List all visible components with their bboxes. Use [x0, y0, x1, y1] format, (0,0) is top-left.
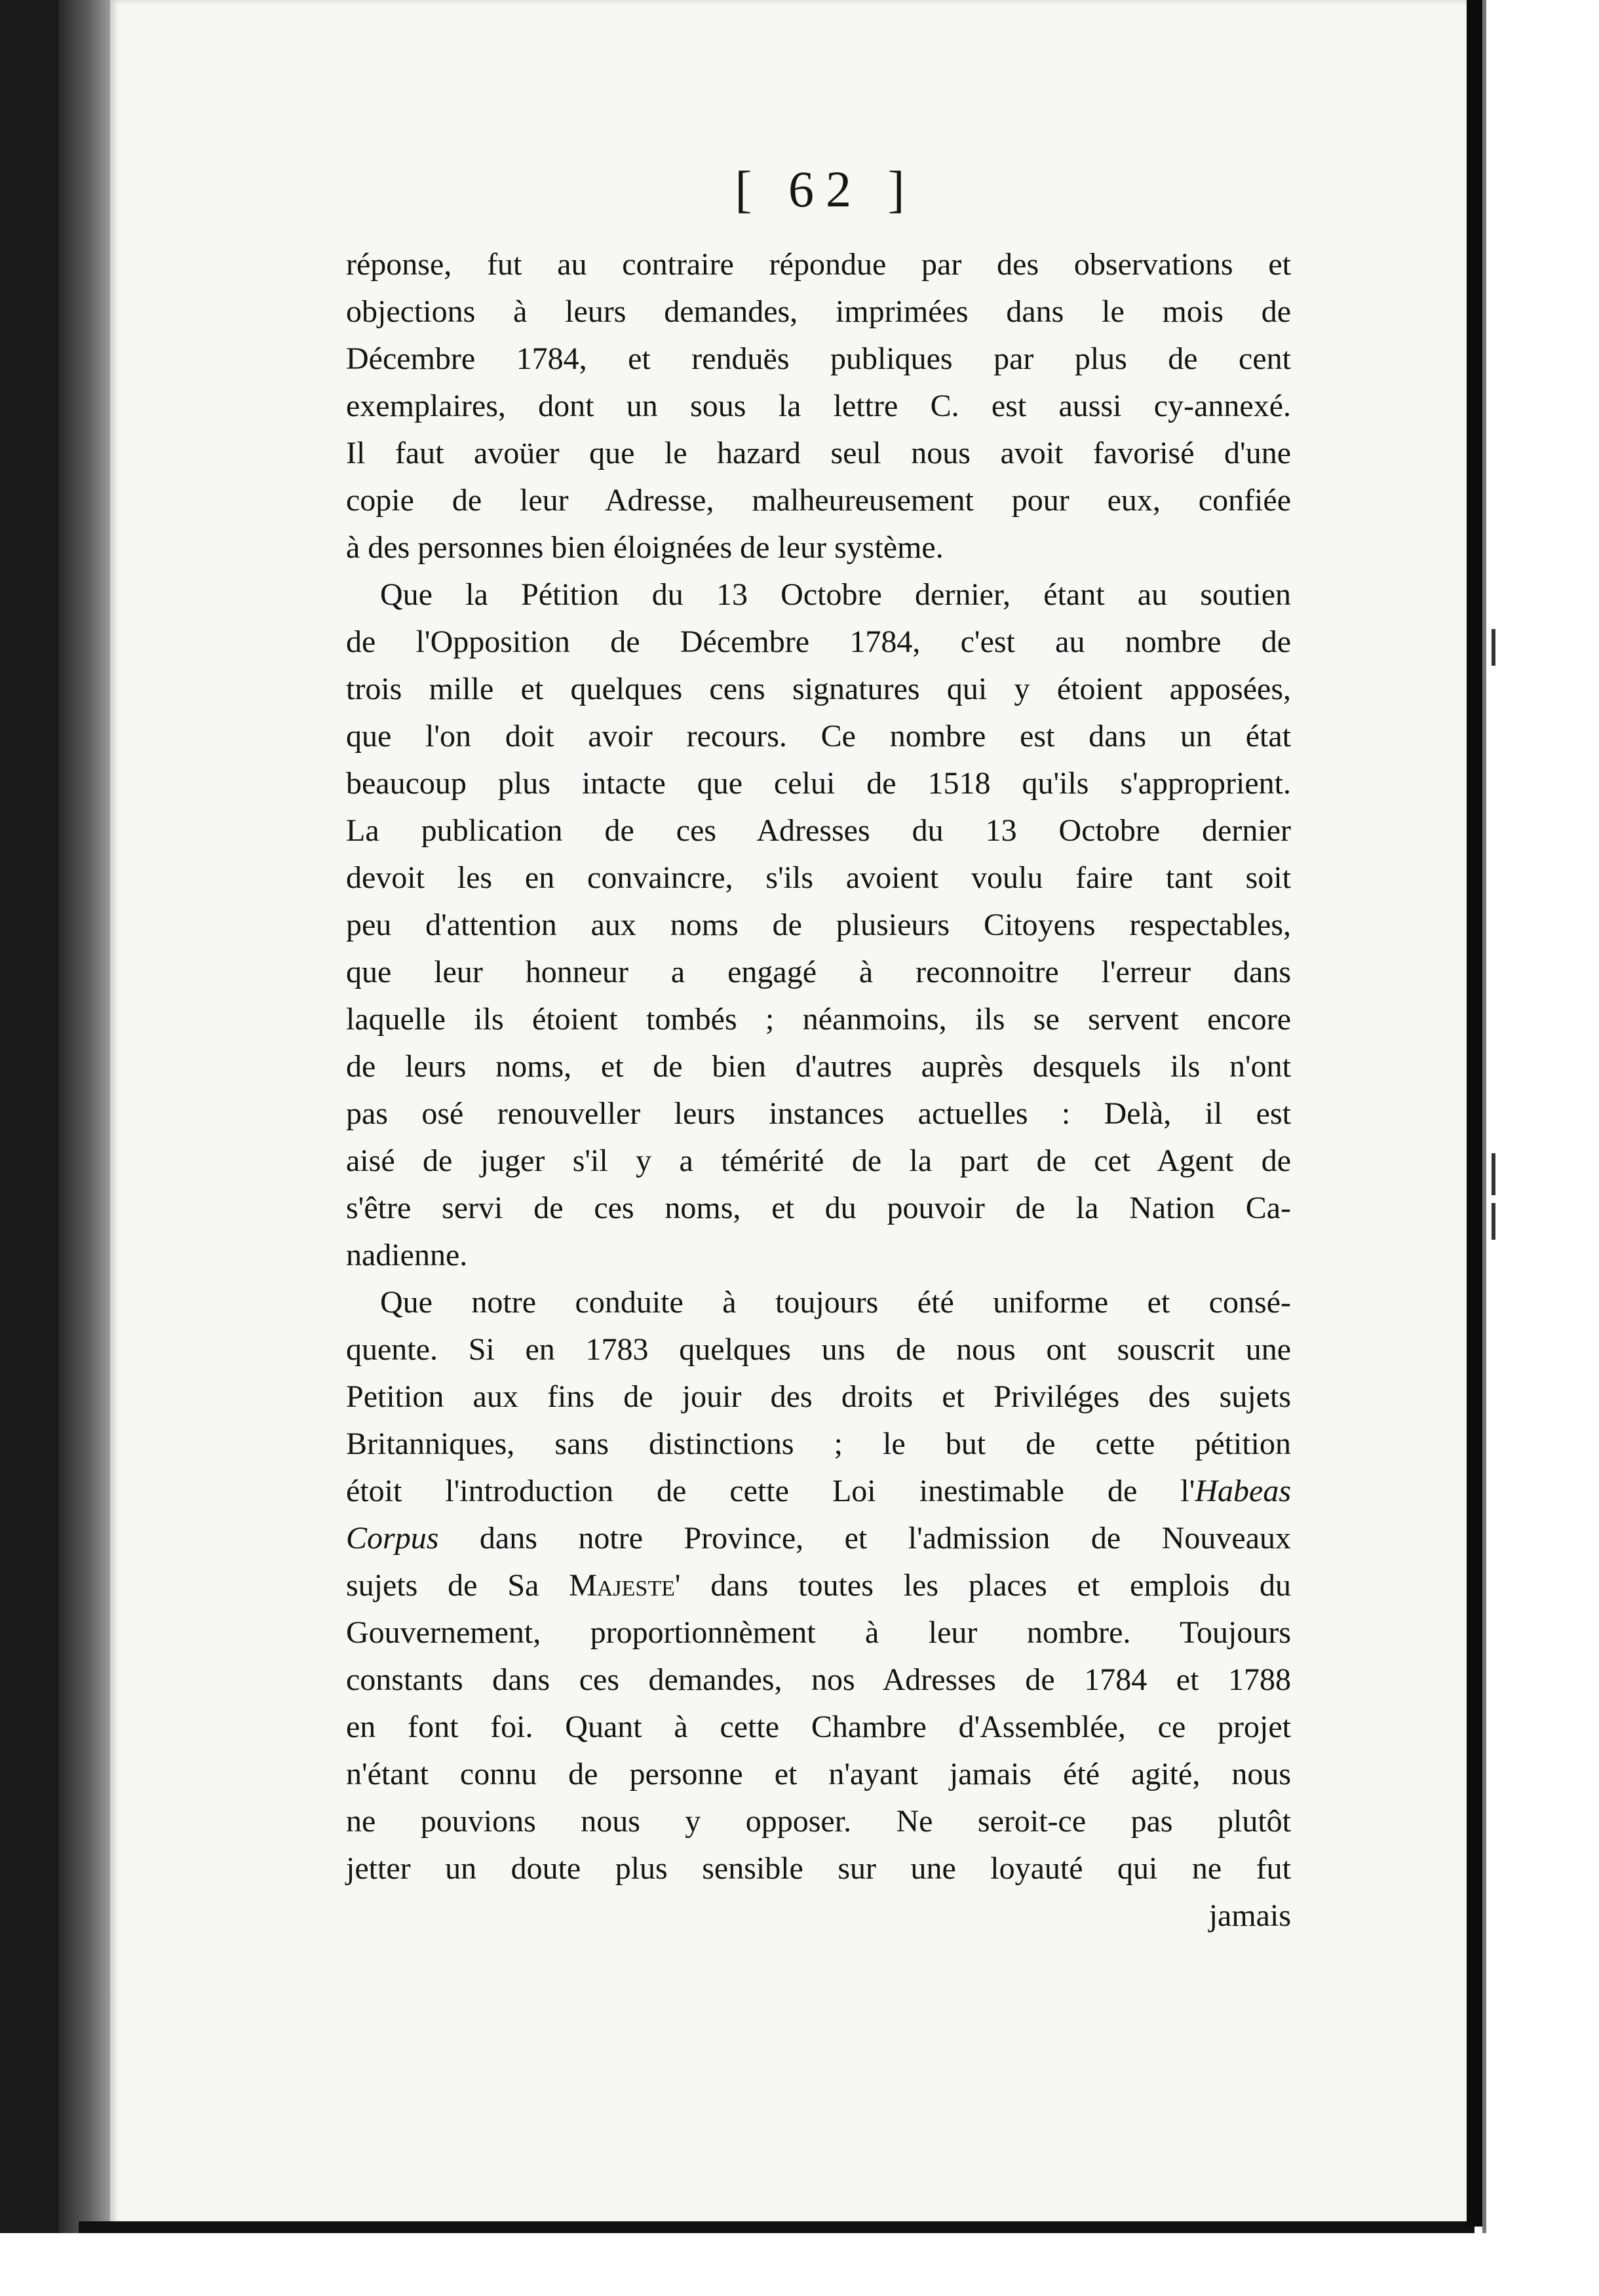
text-line: [346, 1562, 1291, 1609]
text-line: s'être servi de ces noms, et du pouvoir de la Nation Ca-: [346, 1191, 1291, 1225]
next-page-mark: [1492, 1203, 1495, 1240]
next-page-edge: [1482, 0, 1599, 2296]
body-text: [346, 241, 1291, 1940]
text-segment: dans toutes les places et emplois du: [680, 1568, 1292, 1603]
scan-bottom-margin: [0, 2233, 1599, 2296]
text-line: devoit les en convaincre, s'ils avoient voulu faire tant soit: [346, 860, 1291, 895]
text-segment: étoit l'introduction de cette Loi inestimable de l': [346, 1474, 1195, 1508]
page-bottom-edge: [79, 2221, 1474, 2233]
text-line: laquelle ils étoient tombés ; néanmoins, ils se servent encore: [346, 1002, 1291, 1037]
text-line: que leur honneur a engagé à reconnoitre l'erreur dans: [346, 955, 1291, 989]
paragraph: [346, 1279, 1291, 1892]
italic-word: Corpus: [346, 1521, 439, 1556]
text-line: Petition aux fins de jouir des droits et Priviléges des sujets: [346, 1379, 1291, 1414]
text-line: ne pouvions nous y opposer. Ne seroit-ce pas plutôt: [346, 1804, 1291, 1839]
text-segment: sujets de Sa: [346, 1568, 569, 1603]
text-line: trois mille et quelques cens signatures qui y étoient apposées,: [346, 672, 1291, 706]
paragraph: [346, 571, 1291, 1279]
text-line: beaucoup plus intacte que celui de 1518 qu'ils s'approprient.: [346, 766, 1291, 801]
text-line: peu d'attention aux noms de plusieurs Citoyens respectables,: [346, 908, 1291, 942]
text-line: Il faut avoüer que le hazard seul nous avoit favorisé d'une: [346, 436, 1291, 470]
text-line: réponse, fut au contraire répondue par des observations et: [346, 247, 1291, 282]
text-line: quente. Si en 1783 quelques uns de nous ont souscrit une: [346, 1332, 1291, 1367]
text-line: [346, 1515, 1291, 1562]
text-line: objections à leurs demandes, imprimées dans le mois de: [346, 294, 1291, 329]
small-caps-word: Majeste': [569, 1568, 681, 1603]
text-line: que l'on doit avoir recours. Ce nombre est dans un état: [346, 719, 1291, 754]
text-line: [346, 1468, 1291, 1515]
paragraph: [346, 241, 1291, 571]
gutter-shadow: [59, 0, 110, 2296]
text-line: exemplaires, dont un sous la lettre C. est aussi cy-annexé.: [346, 389, 1291, 423]
catchword: jamais: [1208, 1898, 1291, 1933]
text-line: Que la Pétition du 13 Octobre dernier, étant au soutien: [380, 577, 1291, 612]
text-line: copie de leur Adresse, malheureusement pour eux, confiée: [346, 483, 1291, 518]
text-line: de leurs noms, et de bien d'autres auprès desquels ils n'ont: [346, 1049, 1291, 1084]
italic-word: Habeas: [1195, 1474, 1291, 1508]
text-line: La publication de ces Adresses du 13 Octobre dernier: [346, 813, 1291, 848]
text-line: à des personnes bien éloignées de leur système.: [346, 530, 944, 565]
next-page-mark: [1492, 629, 1495, 666]
text-line: jetter un doute plus sensible sur une loyauté qui ne fut: [346, 1851, 1291, 1886]
text-line: nadienne.: [346, 1238, 468, 1272]
text-line: n'étant connu de personne et n'ayant jamais été agité, nous: [346, 1757, 1291, 1791]
text-segment: dans notre Province, et l'admission de Nouveaux: [479, 1521, 1292, 1556]
text-line: constants dans ces demandes, nos Adresses de 1784 et 1788: [346, 1662, 1291, 1697]
book-binding: [0, 0, 110, 2296]
text-line: Que notre conduite à toujours été uniforme et consé-: [380, 1285, 1291, 1320]
text-line: Décembre 1784, et renduës publiques par plus de cent: [346, 341, 1291, 376]
text-line: aisé de juger s'il y a témérité de la part de cet Agent de: [346, 1143, 1291, 1178]
next-page-border: [1482, 0, 1486, 2296]
text-line: en font foi. Quant à cette Chambre d'Assemblée, ce projet: [346, 1710, 1291, 1744]
text-line: Britanniques, sans distinctions ; le but de cette pétition: [346, 1426, 1291, 1461]
next-page-mark: [1492, 1153, 1495, 1195]
text-line: Gouvernement, proportionnèment à leur nombre. Toujours: [346, 1615, 1291, 1650]
text-line: pas osé renouveller leurs instances actuelles : Delà, il est: [346, 1096, 1291, 1131]
page-fold-line: [1467, 0, 1482, 2227]
text-line: de l'Opposition de Décembre 1784, c'est au nombre de: [346, 624, 1291, 659]
page-number: [ 62 ]: [735, 161, 917, 218]
